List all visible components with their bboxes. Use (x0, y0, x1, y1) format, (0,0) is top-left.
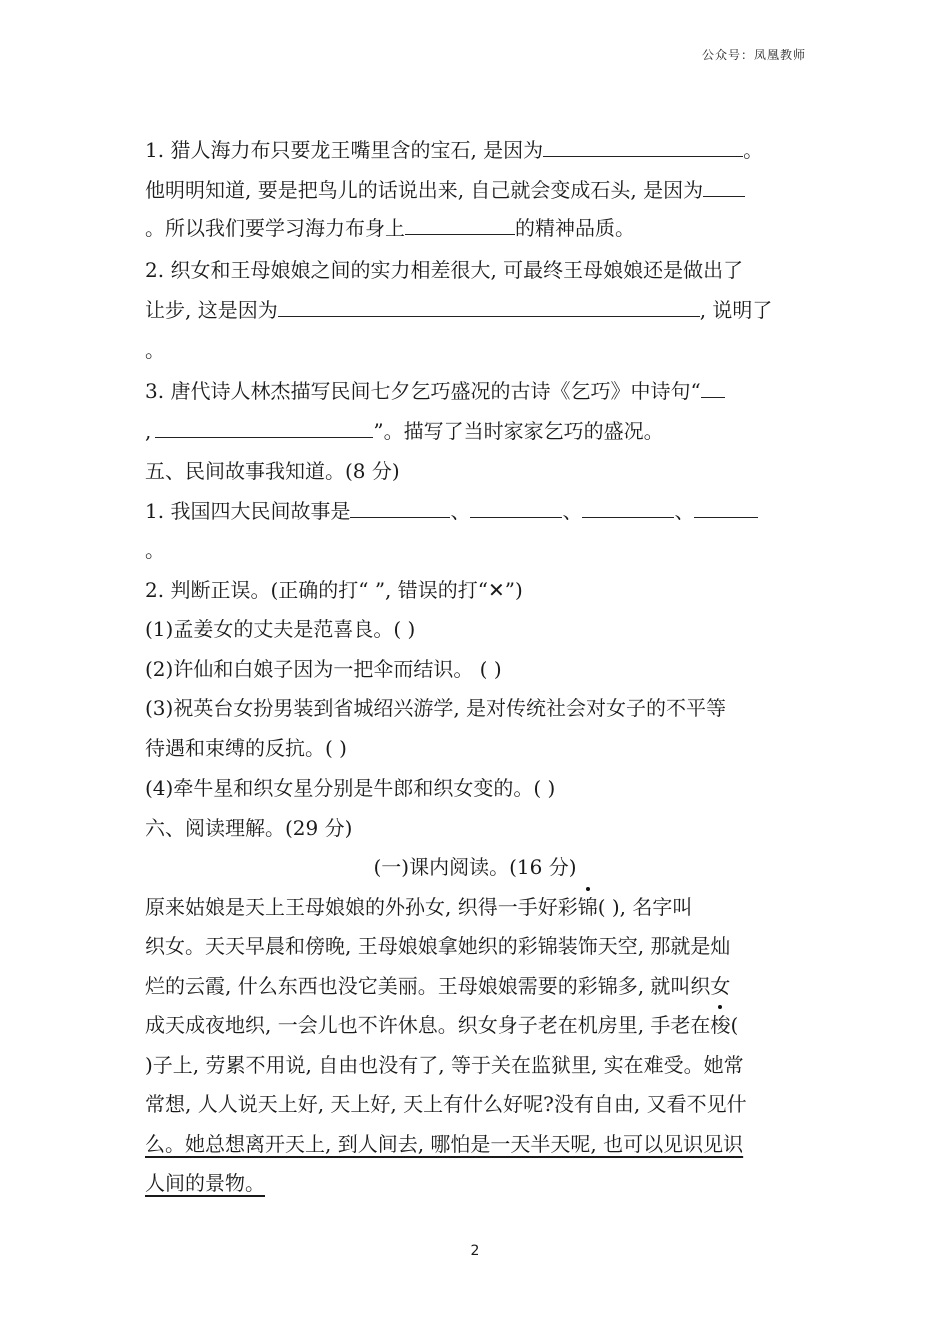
judge-item-3b: 待遇和束缚的反抗。( ) (145, 736, 347, 760)
q5-2-title: 2. 判断正误。(正确的打“ ”, 错误的打“✕”) (145, 578, 523, 602)
judge-item-2: (2)许仙和白娘子因为一把伞而结识。 ( ) (145, 657, 502, 681)
q4-1-line2 (145, 176, 745, 204)
punct: 。 (743, 138, 764, 162)
page-number: 2 (470, 1243, 480, 1259)
passage-text: 原来姑娘是天上王母娘娘的外孙女, 织得一手好彩 (145, 895, 578, 919)
header-text: 公众号：凤凰教师 (701, 48, 806, 62)
q5-1-text: 1. 我国四大民间故事是 (145, 499, 351, 523)
answer-blank[interactable] (703, 176, 745, 197)
sep: 、 (450, 499, 471, 523)
q4-2-line1: 2. 织女和王母娘娘之间的实力相差很大, 可最终王母娘娘还是做出了 (145, 258, 744, 282)
q4-2-text2a: 让步, 这是因为 (145, 298, 278, 322)
answer-blank[interactable] (694, 497, 758, 518)
q4-3-line1 (145, 377, 725, 405)
passage-line-4 (145, 1011, 738, 1039)
passage-line-2: 织女。天天早晨和傍晚, 王母娘娘拿她织的彩锦装饰天空, 那就是灿 (145, 934, 731, 958)
judge-item-4: (4)牵牛星和织女星分别是牛郎和织女变的。( ) (145, 776, 556, 800)
q5-1-end: 。 (145, 538, 165, 562)
answer-blank[interactable] (543, 136, 743, 157)
q4-3-line2 (145, 417, 664, 445)
passage-text: 成天成夜地织, 一会儿也不许休息。织女身子老在机房里, 手老在 (145, 1013, 711, 1037)
answer-blank[interactable] (470, 497, 562, 518)
q4-1-line1 (145, 136, 763, 164)
passage-line-8 (145, 1169, 265, 1197)
answer-blank[interactable] (405, 214, 515, 235)
dotted-char: 锦 (577, 895, 598, 919)
passage-line-7 (145, 1130, 743, 1158)
q4-3-text2a: , (145, 419, 152, 443)
underlined-sentence-end: 人间的景物。 (145, 1171, 265, 1195)
q4-3-text1: 3. 唐代诗人林杰描写民间七夕乞巧盛况的古诗《乞巧》中诗句“ (145, 379, 701, 403)
section5-title: 五、民间故事我知道。(8 分) (145, 459, 400, 483)
passage-line-5: )子上, 劳累不用说, 自由也没有了, 等于关在监狱里, 实在难受。她常 (145, 1053, 744, 1077)
answer-blank[interactable] (278, 296, 700, 317)
q4-2-line3: 。 (145, 338, 165, 362)
q4-1-text3-end: 的精神品质。 (515, 216, 635, 240)
q5-1-line1 (145, 497, 758, 525)
q4-1-text3: 。所以我们要学习海力布身上 (145, 216, 405, 240)
passage-line-3: 烂的云霞, 什么东西也没它美丽。王母娘娘需要的彩锦多, 就叫织女 (145, 974, 731, 998)
passage-text: ( (730, 1013, 739, 1037)
q4-1-text2: 他明明知道, 要是把鸟儿的话说出来, 自己就会变成石头, 是因为 (145, 178, 704, 202)
section6-title: 六、阅读理解。(29 分) (145, 816, 353, 840)
passage-line-1 (145, 893, 692, 921)
passage-text: 么。 (145, 1132, 185, 1156)
sep: 、 (674, 499, 695, 523)
dotted-char: 梭 (710, 1013, 731, 1037)
answer-blank[interactable] (350, 497, 450, 518)
passage-line-6: 常想, 人人说天上好, 天上好, 天上有什么好呢?没有自由, 又看不见什 (145, 1092, 747, 1116)
judge-item-3a: (3)祝英台女扮男装到省城绍兴游学, 是对传统社会对女子的不平等 (145, 696, 727, 720)
q4-2-line2 (145, 296, 772, 324)
q4-2-text2b: , 说明了 (699, 298, 773, 322)
underlined-sentence: 她总想离开天上, 到人间去, 哪怕是一天半天呢, 也可以见识见识 (185, 1132, 744, 1156)
passage-text: ( ), 名字叫 (597, 895, 693, 919)
answer-blank[interactable] (582, 497, 674, 518)
section6-subtitle: (一)课内阅读。(16 分) (373, 855, 577, 879)
answer-blank[interactable] (155, 417, 373, 438)
q4-1-line3 (145, 214, 635, 242)
answer-blank[interactable] (701, 377, 725, 398)
q4-1-text: 1. 猎人海力布只要龙王嘴里含的宝石, 是因为 (145, 138, 544, 162)
judge-item-1: (1)孟姜女的丈夫是范喜良。( ) (145, 617, 416, 641)
q4-3-text2b: ”。描写了当时家家乞巧的盛况。 (373, 419, 664, 443)
sep: 、 (562, 499, 583, 523)
